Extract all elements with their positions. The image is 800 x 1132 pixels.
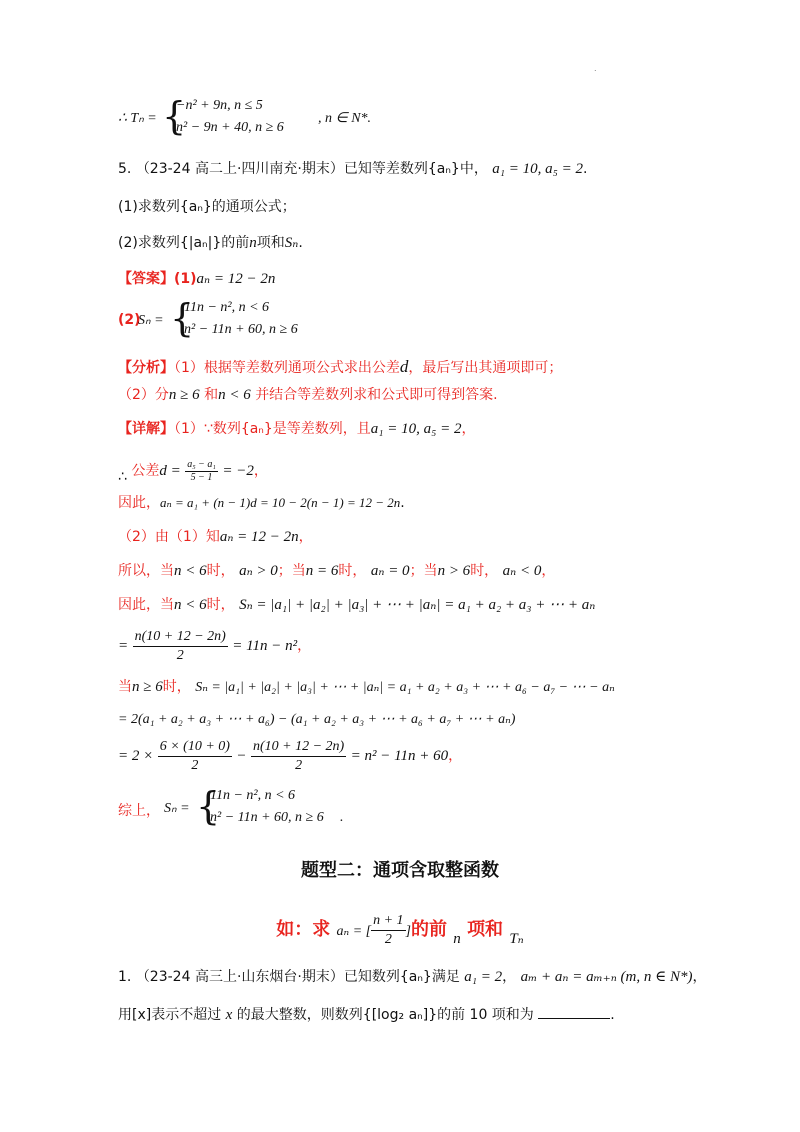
detail-l6-a: 因此，当 (118, 597, 174, 613)
tn-case-1: −n² + 9n, n ≤ 5 (176, 98, 263, 113)
detail-l2-end: ， (253, 463, 268, 479)
fraction-numerator: n(10 + 12 − 2n) (251, 738, 346, 757)
subtitle-b: 的前 (411, 919, 447, 940)
tn-lhs: ∴ Tₙ = (118, 111, 157, 126)
detail-l7-res: = 11n − n² (232, 638, 298, 654)
answer-blank[interactable] (538, 1004, 610, 1019)
detail-l1-end: ， (461, 421, 476, 437)
detail-l3-label: 因此， (118, 495, 160, 511)
detail-l11-lhs: Sₙ = (164, 801, 190, 816)
detail-line-10 (118, 736, 462, 776)
answer-p1-expr: aₙ = 12 − 2n (196, 271, 276, 287)
q5-given: a₁ = 10, a₅ = 2 (492, 161, 583, 177)
detail-l5-c: ；当 (277, 563, 306, 579)
detail-l5-e: ；当 (409, 563, 438, 579)
fraction-numerator: 6 × (10 + 0) (158, 738, 232, 757)
analysis-d: d (399, 357, 409, 376)
analysis-line1-end: ，最后写出其通项即可； (408, 360, 563, 376)
q1-number: 1. (118, 969, 132, 985)
detail-l6-expr: Sₙ = |a₁| + |a₂| + |a₃| + ⋯ + |aₙ| = a₁ + a₂ + a₃ + ⋯ + aₙ (239, 597, 596, 613)
analysis-line-1 (118, 356, 562, 379)
fraction-denominator: 2 (191, 757, 199, 773)
detail-line-2 (118, 452, 268, 496)
analysis-line2-a: （2）分 (118, 387, 169, 403)
analysis-line2-c: 并结合等差数列求和公式即可得到答案. (255, 387, 498, 403)
detail-l10-minus: − (236, 748, 247, 764)
fraction (371, 912, 405, 949)
q5-part2-pre: (2)求数列{|aₙ|}的前 (118, 235, 250, 251)
detail-l8-b: 时， (162, 679, 191, 695)
analysis-line-2 (118, 384, 498, 406)
detail-l5-c1: n < 6 (174, 563, 207, 579)
detail-line-9 (118, 708, 515, 731)
left-brace-icon: { (162, 94, 187, 138)
answer-p1-label: (1) (174, 271, 197, 287)
subtitle-n: n (453, 931, 461, 947)
detail-l11-a: 综上， (118, 803, 160, 819)
section-title: 题型二：通项含取整函数 (301, 860, 499, 881)
q1-given-1: a₁ = 2 (464, 969, 503, 985)
fraction (185, 459, 218, 484)
analysis-tag: 【分析】 (118, 360, 174, 376)
fraction (251, 738, 346, 775)
q5-end: . (582, 161, 588, 177)
q5-line (118, 158, 587, 180)
detail-l5-d: 时， (338, 563, 367, 579)
q5-number: 5. (118, 161, 132, 177)
detail-line-5 (118, 560, 555, 582)
detail-l1-expr: a₁ = 10, a₅ = 2 (370, 421, 462, 437)
q5-part2-end: . (298, 235, 303, 251)
fraction-denominator: 5 − 1 (190, 471, 213, 483)
detail-l11-case-2: n² − 11n + 60, n ≥ 6 (210, 810, 324, 825)
subtitle-t: Tₙ (509, 931, 524, 947)
fraction-denominator: 2 (295, 757, 303, 773)
q1-l2-x: x (225, 1007, 233, 1023)
answer-line-1 (118, 268, 275, 290)
detail-l10-end: ， (448, 748, 463, 764)
detail-l6-b: 时， (206, 597, 235, 613)
subtitle-expr-lhs: aₙ = [ (336, 924, 372, 939)
answer-line-2 (118, 296, 418, 344)
analysis-line1-text: （1）根据等差数列通项公式求出公差 (174, 360, 400, 376)
tn-piecewise (118, 94, 418, 142)
detail-l5-r2: aₙ = 0 (370, 563, 410, 579)
detail-l3-end: . (400, 495, 405, 511)
detail-l4-expr: aₙ = 12 − 2n (219, 529, 299, 545)
therefore-symbol: ∴ (118, 469, 127, 485)
detail-l6-c: n < 6 (174, 597, 207, 613)
left-brace-icon: { (170, 296, 195, 340)
detail-l7-end: ， (297, 638, 312, 654)
q1-l2-a: 用[x]表示不超过 (118, 1007, 222, 1023)
fraction (158, 738, 232, 775)
detail-l5-r1: aₙ > 0 (239, 563, 278, 579)
fraction-numerator: a₅ − a₁ (187, 458, 216, 470)
q5-stem: 已知等差数列{aₙ}中， (343, 161, 488, 177)
detail-l4-end: ， (298, 529, 313, 545)
fraction-denominator: 2 (176, 647, 184, 663)
left-brace-icon: { (196, 784, 221, 828)
q1-l2-end: . (610, 1007, 615, 1023)
detail-l2-d: d = (159, 463, 181, 479)
detail-line-7 (118, 626, 311, 666)
fraction (133, 628, 228, 665)
detail-l1-a: （1）∵数列{aₙ}是等差数列，且 (174, 421, 371, 437)
detail-line-1 (118, 418, 475, 440)
subtitle-c: 项和 (467, 919, 504, 940)
q5-part2-s: Sₙ (284, 235, 299, 251)
detail-l2-res: = −2 (222, 463, 254, 479)
answer-p2-case-1: 11n − n², n < 6 (184, 300, 270, 315)
q1-stem: 已知数列{aₙ}满足 (343, 969, 460, 985)
detail-l7-eq: = (118, 638, 129, 654)
answer-p2-case-2: n² − 11n + 60, n ≥ 6 (184, 322, 298, 337)
answer-p2-label: (2) (118, 312, 141, 328)
page-dot: . (594, 64, 597, 73)
detail-l8-expr: Sₙ = |a₁| + |a₂| + |a₃| + ⋯ + |aₙ| = a₁ + a₂ + a₃ + ⋯ + a₆ − a₇ − ⋯ − aₙ (195, 680, 615, 695)
fraction-denominator: 2 (384, 931, 392, 947)
q1-given-2: aₘ + aₙ = aₘ₊ₙ (m, n ∈ N*) (520, 969, 693, 985)
detail-l11-end: . (340, 810, 344, 825)
detail-l5-r3: aₙ < 0 (502, 563, 542, 579)
detail-l11-case-1: 11n − n², n < 6 (210, 788, 296, 803)
q1-l2-b: 的最大整数，则数列{[log₂ aₙ]}的前 10 项和为 (236, 1007, 534, 1023)
tn-tail: , n ∈ N*. (318, 111, 372, 126)
q5-part2-mid: 项和 (256, 235, 285, 251)
detail-l10-a: = 2 × (118, 748, 154, 764)
detail-line-8 (118, 676, 615, 699)
q5-part1: (1)求数列{aₙ}的通项公式； (118, 199, 296, 215)
analysis-cond1: n ≥ 6 (168, 387, 200, 403)
detail-line-4 (118, 526, 313, 548)
detail-l8-c: n ≥ 6 (132, 679, 163, 695)
detail-l5-c2: n = 6 (305, 563, 339, 579)
tn-case-2: n² − 9n + 40, n ≥ 6 (176, 120, 284, 135)
analysis-cond2: n < 6 (218, 387, 251, 403)
detail-line-3 (118, 492, 405, 514)
detail-l5-b: 时， (206, 563, 235, 579)
detail-l5-a: 所以，当 (118, 563, 174, 579)
analysis-line2-b: 和 (204, 387, 219, 403)
fraction-numerator: n(10 + 12 − 2n) (133, 628, 228, 647)
detail-l8-a: 当 (118, 679, 132, 695)
section-subtitle (0, 910, 800, 959)
q1-line-2 (118, 1004, 615, 1026)
detail-line-6 (118, 594, 595, 616)
detail-l9-expr: = 2(a₁ + a₂ + a₃ + ⋯ + a₆) − (a₁ + a₂ + a₃ + ⋯ + a₆ + a₇ + ⋯ + aₙ) (118, 712, 516, 727)
answer-tag: 【答案】 (118, 271, 174, 287)
detail-line-11 (118, 784, 438, 832)
detail-tag: 【详解】 (118, 421, 174, 437)
subtitle-a: 如：求 (276, 919, 331, 940)
q5-source: （23-24 高二上·四川南充·期末） (135, 161, 344, 177)
detail-l3-expr: aₙ = a₁ + (n − 1)d = 10 − 2(n − 1) = 12 − 2n (160, 495, 401, 510)
detail-l10-res: = n² − 11n + 60 (350, 748, 449, 764)
answer-p2-lhs: Sₙ = (138, 313, 164, 328)
detail-l5-end: ， (541, 563, 556, 579)
q5-part2-n: n (249, 235, 257, 251)
detail-l4-a: （2）由（1）知 (118, 529, 220, 545)
q1-sep: ， (502, 969, 517, 985)
detail-l5-c3: n > 6 (437, 563, 471, 579)
fraction-numerator: n + 1 (371, 912, 405, 931)
q1-source: （23-24 高三上·山东烟台·期末） (135, 969, 344, 985)
subtitle-expr-rhs: ] (405, 924, 411, 939)
q1-line-1 (118, 966, 706, 988)
q1-end: ， (692, 969, 707, 985)
detail-l5-f: 时， (470, 563, 499, 579)
q5-part2 (118, 232, 303, 254)
detail-l2-label: 公差 (131, 463, 160, 479)
